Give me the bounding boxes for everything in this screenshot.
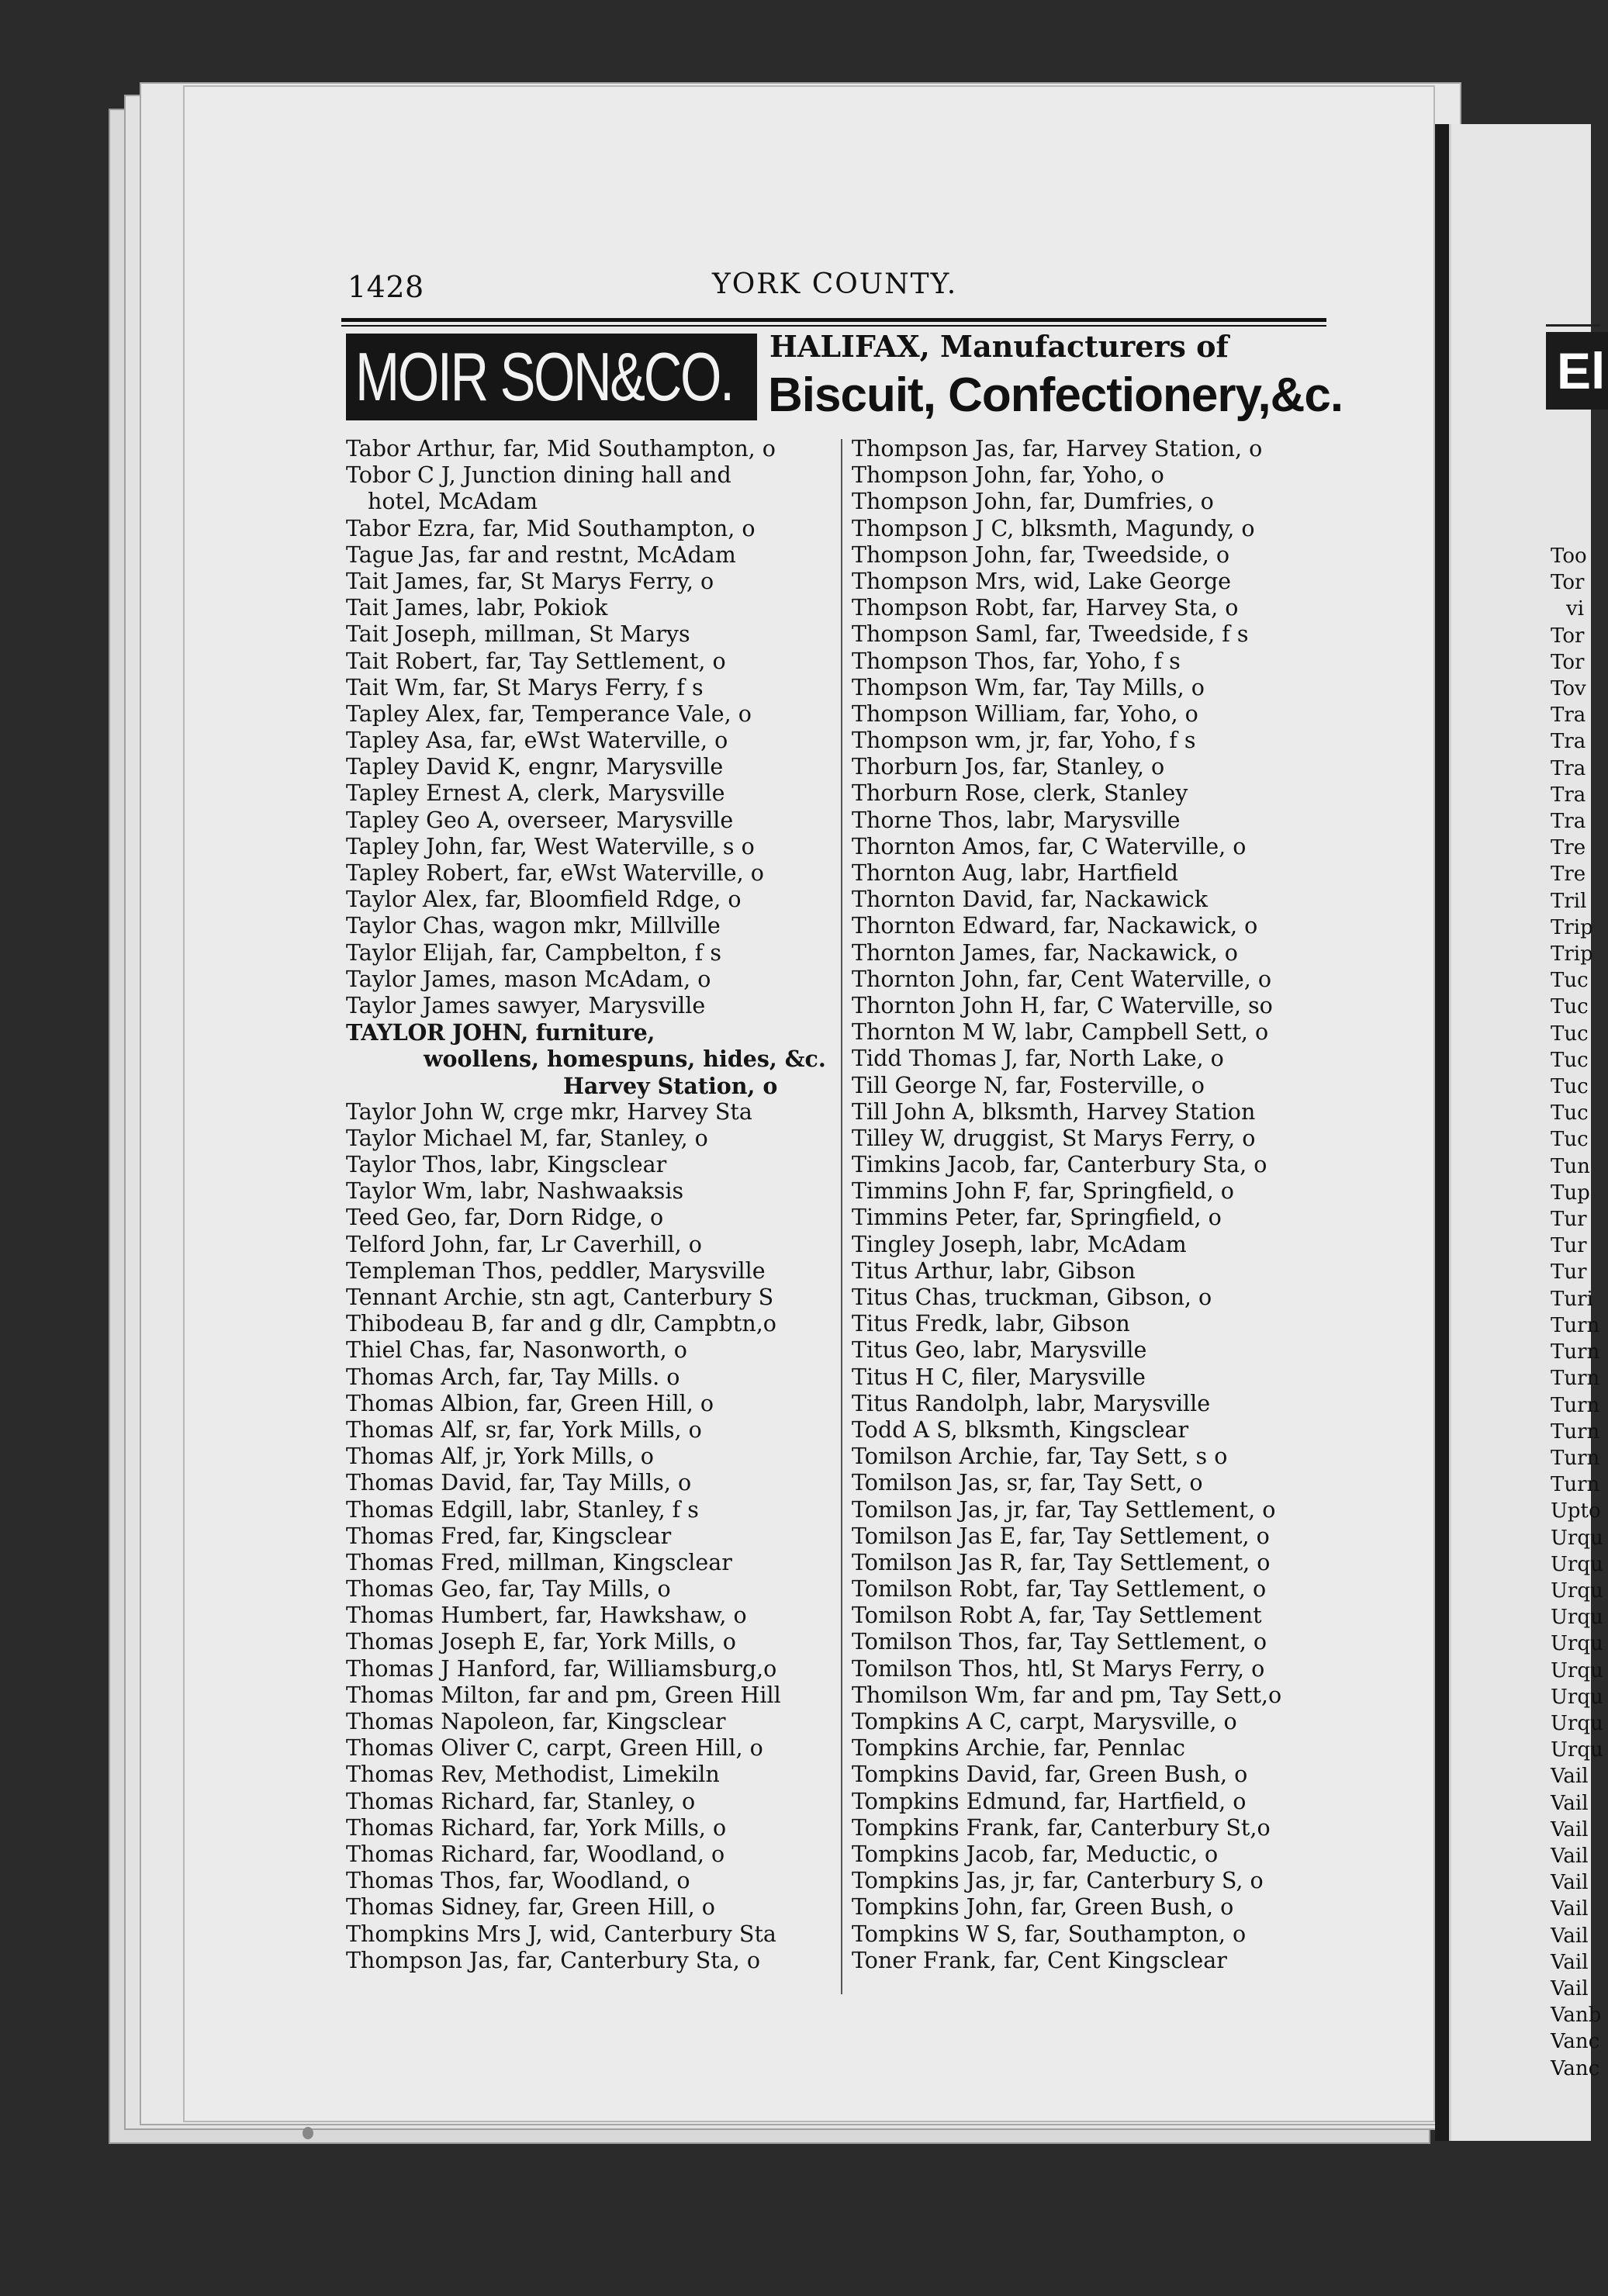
directory-entry: Titus Randolph, labr, Marysville: [852, 1390, 1211, 1416]
adjacent-page-entry: Upto: [1551, 1499, 1601, 1523]
directory-entry: Thorburn Jos, far, Stanley, o: [852, 754, 1165, 780]
adjacent-page-entry: Vanb: [1551, 2004, 1602, 2028]
directory-entry: Telford John, far, Lr Caverhill, o: [346, 1231, 702, 1257]
directory-entry: Thornton John, far, Cent Waterville, o: [852, 966, 1271, 992]
directory-entry: Thibodeau B, far and g dlr, Campbtn,o: [346, 1311, 776, 1337]
directory-entry: Thomas Alf, sr, far, York Mills, o: [346, 1416, 702, 1443]
directory-entry: Taylor John W, crge mkr, Harvey Sta: [346, 1098, 752, 1125]
directory-entry: Thompson John, far, Tweedside, o: [852, 541, 1230, 568]
directory-entry: Thompson Jas, far, Harvey Station, o: [852, 436, 1263, 462]
directory-entry: Toner Frank, far, Cent Kingsclear: [852, 1947, 1227, 1973]
directory-entry: Tompkins Jacob, far, Meductic, o: [852, 1841, 1219, 1867]
directory-entry: Tait Joseph, millman, St Marys: [346, 621, 690, 648]
directory-entry: Titus Arthur, labr, Gibson: [852, 1257, 1136, 1284]
directory-entry: Thorne Thos, labr, Marysville: [852, 807, 1181, 833]
directory-entry: Thomas Richard, far, Stanley, o: [346, 1788, 696, 1814]
directory-entry: Thomas Rev, Methodist, Limekiln: [346, 1762, 720, 1788]
adjacent-page-entry: Trip: [1551, 915, 1593, 939]
directory-entry: Thompson J C, blksmth, Magundy, o: [852, 515, 1255, 541]
directory-entry: Thornton Amos, far, C Waterville, o: [852, 833, 1247, 859]
directory-entry: Thompson Thos, far, Yoho, f s: [852, 648, 1181, 674]
adjacent-page-entry: Urqu: [1551, 1552, 1603, 1576]
directory-entry: Tomilson Robt A, far, Tay Settlement: [852, 1603, 1262, 1629]
directory-entry: Thompson Jas, far, Canterbury Sta, o: [346, 1947, 761, 1973]
adjacent-page-header: El: [1546, 332, 1608, 410]
directory-entry: Tennant Archie, stn agt, Canterbury S: [346, 1285, 774, 1310]
directory-entry: Taylor James, mason McAdam, o: [346, 966, 711, 992]
directory-entry: Teed Geo, far, Dorn Ridge, o: [346, 1205, 664, 1231]
adjacent-page-entry: Tuc: [1551, 995, 1589, 1019]
directory-entry: Tapley David K, engnr, Marysville: [346, 754, 724, 780]
adjacent-page-entry: Tup: [1551, 1181, 1590, 1205]
directory-entry: Thompson wm, jr, far, Yoho, f s: [852, 728, 1196, 754]
adjacent-page-entry: Vail: [1551, 1950, 1589, 1974]
directory-entry: Thomas Napoleon, far, Kingsclear: [346, 1709, 726, 1734]
directory-entry: Tomilson Jas, sr, far, Tay Sett, o: [852, 1470, 1203, 1496]
directory-entry: Templeman Thos, peddler, Marysville: [346, 1257, 766, 1284]
directory-entry: Thomas David, far, Tay Mills, o: [346, 1470, 692, 1496]
directory-entry: Thomas J Hanford, far, Williamsburg,o: [346, 1655, 777, 1682]
directory-entry: Thomas Richard, far, York Mills, o: [346, 1814, 727, 1841]
directory-entry: Tait James, far, St Marys Ferry, o: [346, 568, 714, 594]
adjacent-page-entry: Vail: [1551, 1924, 1589, 1948]
directory-entry: Timkins Jacob, far, Canterbury Sta, o: [852, 1152, 1267, 1178]
adjacent-page-entry: Vail: [1551, 1897, 1589, 1921]
adjacent-page-entry: Tuc: [1551, 969, 1589, 993]
adjacent-page-entry: Vail: [1551, 1791, 1589, 1815]
directory-entry: woollens, homespuns, hides, &c.: [424, 1046, 826, 1073]
directory-entry: Thornton M W, labr, Campbell Sett, o: [852, 1019, 1269, 1046]
directory-entry: Till John A, blksmth, Harvey Station: [852, 1098, 1256, 1125]
directory-entry: Thornton Aug, labr, Hartfield: [852, 860, 1178, 886]
directory-entry: Tait Wm, far, St Marys Ferry, f s: [346, 674, 704, 700]
adjacent-page-entry: Turn: [1551, 1340, 1600, 1364]
adjacent-page-entry: Urqu: [1551, 1685, 1603, 1709]
adjacent-page-rule: [1546, 324, 1600, 327]
directory-entry: Taylor Michael M, far, Stanley, o: [346, 1125, 708, 1151]
adjacent-page-entries: [1551, 543, 1603, 2082]
directory-entry: Thomas Fred, far, Kingsclear: [346, 1523, 672, 1549]
adjacent-page-entry: Turn: [1551, 1446, 1600, 1470]
directory-entry: Thornton David, far, Nackawick: [852, 887, 1208, 913]
directory-entry: Titus Fredk, labr, Gibson: [852, 1311, 1130, 1337]
directory-entry: Thompson Wm, far, Tay Mills, o: [852, 674, 1205, 700]
directory-entry: Tompkins Edmund, far, Hartfield, o: [852, 1788, 1247, 1814]
adjacent-page-entry: Vail: [1551, 1844, 1589, 1868]
directory-entry: Tabor Ezra, far, Mid Southampton, o: [346, 515, 756, 541]
directory-entry: Tapley Alex, far, Temperance Vale, o: [346, 700, 752, 727]
adjacent-page-entry: Urqu: [1551, 1632, 1603, 1656]
adjacent-page-entry: Tra: [1551, 704, 1586, 728]
advertisement-company: MOIR SON&CO.: [355, 338, 733, 415]
directory-entry: hotel, McAdam: [368, 489, 538, 515]
directory-entry: Tapley Geo A, overseer, Marysville: [346, 807, 734, 833]
directory-entry: Thomas Geo, far, Tay Mills, o: [346, 1576, 671, 1603]
directory-entry: Thomas Fred, millman, Kingsclear: [346, 1549, 732, 1575]
adjacent-page-entry: Tur: [1551, 1208, 1587, 1232]
adjacent-page-entry: Tra: [1551, 783, 1586, 807]
directory-entry: Tomilson Jas R, far, Tay Settlement, o: [852, 1549, 1271, 1575]
adjacent-page-entry: vi: [1566, 597, 1585, 621]
directory-entry: Titus H C, filer, Marysville: [852, 1364, 1146, 1390]
directory-entry: Tapley Ernest A, clerk, Marysville: [346, 780, 725, 807]
adjacent-page-entry: Turn: [1551, 1313, 1600, 1337]
advertisement-logo: [346, 334, 757, 420]
directory-entry: Thompson William, far, Yoho, o: [852, 700, 1198, 727]
directory-entry: Thomas Sidney, far, Green Hill, o: [346, 1894, 715, 1921]
directory-entry: Tomilson Robt, far, Tay Settlement, o: [852, 1576, 1267, 1603]
directory-entry: Thomas Humbert, far, Hawkshaw, o: [346, 1603, 747, 1629]
directory-entry: Thomas Richard, far, Woodland, o: [346, 1841, 725, 1867]
directory-entry: Till George N, far, Fosterville, o: [852, 1072, 1205, 1098]
directory-entry: Thomas Albion, far, Green Hill, o: [346, 1390, 714, 1416]
adjacent-page-entry: Vail: [1551, 1817, 1589, 1841]
directory-entry: Tapley John, far, West Waterville, s o: [346, 833, 755, 859]
adjacent-page-entry: Turn: [1551, 1393, 1600, 1417]
adjacent-page-entry: Tra: [1551, 756, 1586, 780]
adjacent-page-entry: Turn: [1551, 1473, 1600, 1497]
directory-entry: Titus Geo, labr, Marysville: [852, 1337, 1147, 1364]
adjacent-page-entry: Tra: [1551, 730, 1586, 754]
directory-entry: Tingley Joseph, labr, McAdam: [852, 1231, 1187, 1257]
directory-entry: Taylor Wm, labr, Nashwaaksis: [346, 1178, 684, 1205]
adjacent-page-entry: Tor: [1551, 650, 1585, 674]
adjacent-page-entry: Trip: [1551, 942, 1593, 966]
header-rule-thin: [341, 325, 1326, 327]
adjacent-page-entry: Turn: [1551, 1367, 1600, 1391]
adjacent-page-entry: Vail: [1551, 1976, 1589, 2000]
adjacent-page-entry: Turi: [1551, 1287, 1593, 1311]
page-title: YORK COUNTY.: [712, 268, 958, 300]
adjacent-page-entry: Tur: [1551, 1260, 1587, 1285]
directory-entry: Timmins Peter, far, Springfield, o: [852, 1205, 1222, 1231]
adjacent-page-entry: Tuc: [1551, 1128, 1589, 1152]
directory-entry: Thornton James, far, Nackawick, o: [852, 939, 1238, 966]
directory-entry: Tomilson Jas, jr, far, Tay Settlement, o: [852, 1496, 1276, 1523]
adjacent-page-entry: Tre: [1551, 836, 1586, 860]
adjacent-page-entry: Vail: [1551, 1765, 1589, 1789]
directory-entry: Tompkins Frank, far, Canterbury St,o: [852, 1814, 1271, 1841]
directory-entry: Tidd Thomas J, far, North Lake, o: [852, 1046, 1224, 1072]
adjacent-page-entry: Tril: [1551, 889, 1587, 913]
directory-entry: Thomas Oliver C, carpt, Green Hill, o: [346, 1735, 763, 1762]
adjacent-page-entry: Urqu: [1551, 1606, 1603, 1630]
directory-entry: Timmins John F, far, Springfield, o: [852, 1178, 1234, 1205]
directory-entry: Tilley W, druggist, St Marys Ferry, o: [852, 1125, 1256, 1151]
adjacent-page-entry: Turn: [1551, 1419, 1600, 1444]
directory-entry: Thiel Chas, far, Nasonworth, o: [346, 1337, 687, 1364]
directory-entry: Tait Robert, far, Tay Settlement, o: [346, 648, 726, 674]
directory-entry: Thomilson Wm, far and pm, Tay Sett,o: [852, 1682, 1282, 1708]
directory-entry: Thompson John, far, Dumfries, o: [852, 489, 1214, 515]
directory-entry: Todd A S, blksmth, Kingsclear: [852, 1416, 1189, 1443]
advertisement-line-2: Biscuit, Confectionery,&c.: [768, 368, 1343, 422]
directory-entry: Tompkins A C, carpt, Marysville, o: [852, 1709, 1237, 1734]
page-blemish: [303, 2127, 313, 2139]
directory-entry: Taylor James sawyer, Marysville: [346, 992, 706, 1018]
adjacent-page-entry: Urqu: [1551, 1578, 1603, 1603]
directory-entry: Tobor C J, Junction dining hall and: [346, 462, 731, 489]
directory-entry: Thorburn Rose, clerk, Stanley: [852, 780, 1188, 807]
directory-entry: Thomas Edgill, labr, Stanley, f s: [346, 1496, 699, 1523]
adjacent-page-entry: Tre: [1551, 863, 1586, 887]
adjacent-page-entry: Vail: [1551, 1871, 1589, 1895]
directory-entry: Tait James, labr, Pokiok: [346, 595, 608, 621]
adjacent-page-entry: Tuc: [1551, 1075, 1589, 1099]
directory-entry: Thompson Robt, far, Harvey Sta, o: [852, 595, 1239, 621]
right-column: [852, 436, 1348, 1974]
adjacent-page-entry: Tuc: [1551, 1048, 1589, 1072]
advertisement-line-1: HALIFAX, Manufacturers of: [769, 329, 1229, 364]
directory-entry: Thomas Joseph E, far, York Mills, o: [346, 1629, 736, 1655]
adjacent-page-entry: Urqu: [1551, 1738, 1603, 1762]
adjacent-page-entry: Tra: [1551, 810, 1586, 834]
adjacent-page-entry: Tor: [1551, 624, 1585, 648]
directory-entry: Taylor Thos, labr, Kingsclear: [346, 1152, 667, 1178]
adjacent-page-entry: Tov: [1551, 677, 1586, 701]
adjacent-page-entry: Urqu: [1551, 1526, 1603, 1550]
directory-entry: Tompkins Jas, jr, far, Canterbury S, o: [852, 1868, 1264, 1894]
adjacent-page-entry: Urqu: [1551, 1711, 1603, 1735]
directory-entry: Tabor Arthur, far, Mid Southampton, o: [346, 436, 776, 462]
adjacent-page-entry: Vanc: [1551, 2030, 1600, 2054]
directory-entry: Tapley Asa, far, eWst Waterville, o: [346, 728, 728, 754]
adjacent-page-entry: Vanc: [1551, 2056, 1600, 2080]
adjacent-page-entry: Tuc: [1551, 1101, 1589, 1126]
adjacent-page-entry: Tuc: [1551, 1022, 1589, 1046]
directory-entry: Tapley Robert, far, eWst Waterville, o: [346, 860, 764, 886]
adjacent-page-entry: Urqu: [1551, 1658, 1603, 1682]
directory-entry: Tomilson Thos, far, Tay Settlement, o: [852, 1629, 1267, 1655]
directory-entry: Tompkins Archie, far, Pennlac: [852, 1735, 1185, 1762]
directory-entry: Taylor Chas, wagon mkr, Millville: [346, 913, 721, 939]
adjacent-page-entry: Tun: [1551, 1154, 1590, 1178]
left-column: [346, 436, 835, 1974]
directory-entry: Thompson Mrs, wid, Lake George: [852, 568, 1232, 594]
column-divider: [841, 439, 842, 1994]
directory-entry: Harvey Station, o: [563, 1072, 778, 1099]
directory-entry: Tomilson Thos, htl, St Marys Ferry, o: [852, 1655, 1265, 1682]
directory-entry: Thomas Alf, jr, York Mills, o: [346, 1444, 654, 1470]
directory-entry: Tompkins W S, far, Southampton, o: [852, 1921, 1247, 1947]
directory-entry: Thornton John H, far, C Waterville, so: [852, 992, 1273, 1018]
directory-entry: Taylor Elijah, far, Campbelton, f s: [346, 939, 721, 966]
directory-entry: Thomas Milton, far and pm, Green Hill: [346, 1682, 781, 1708]
directory-entry: Tomilson Archie, far, Tay Sett, s o: [852, 1444, 1228, 1470]
directory-entry: Titus Chas, truckman, Gibson, o: [852, 1285, 1212, 1310]
directory-entry: Thornton Edward, far, Nackawick, o: [852, 913, 1258, 939]
book-gutter: [1435, 124, 1449, 2141]
directory-entry: Thompson John, far, Yoho, o: [852, 462, 1164, 489]
directory-entry: Thompson Saml, far, Tweedside, f s: [852, 621, 1249, 648]
directory-entry: TAYLOR JOHN, furniture,: [346, 1019, 655, 1046]
directory-entry: Tompkins John, far, Green Bush, o: [852, 1894, 1234, 1921]
directory-entry: Thomas Arch, far, Tay Mills. o: [346, 1364, 680, 1390]
adjacent-page: [1449, 124, 1606, 2141]
directory-entry: Thompkins Mrs J, wid, Canterbury Sta: [346, 1921, 776, 1947]
directory-entry: Tague Jas, far and restnt, McAdam: [346, 541, 736, 568]
page-number: 1428: [348, 270, 424, 304]
adjacent-page-entry: Tor: [1551, 571, 1585, 595]
adjacent-page-entry: Too: [1551, 545, 1587, 568]
directory-entry: Tompkins David, far, Green Bush, o: [852, 1762, 1248, 1788]
adjacent-page-entry: Tur: [1551, 1234, 1587, 1258]
header-rule-thick: [341, 318, 1326, 322]
directory-entry: Tomilson Jas E, far, Tay Settlement, o: [852, 1523, 1270, 1549]
directory-entry: Taylor Alex, far, Bloomfield Rdge, o: [346, 887, 742, 913]
directory-entry: Thomas Thos, far, Woodland, o: [346, 1868, 690, 1894]
